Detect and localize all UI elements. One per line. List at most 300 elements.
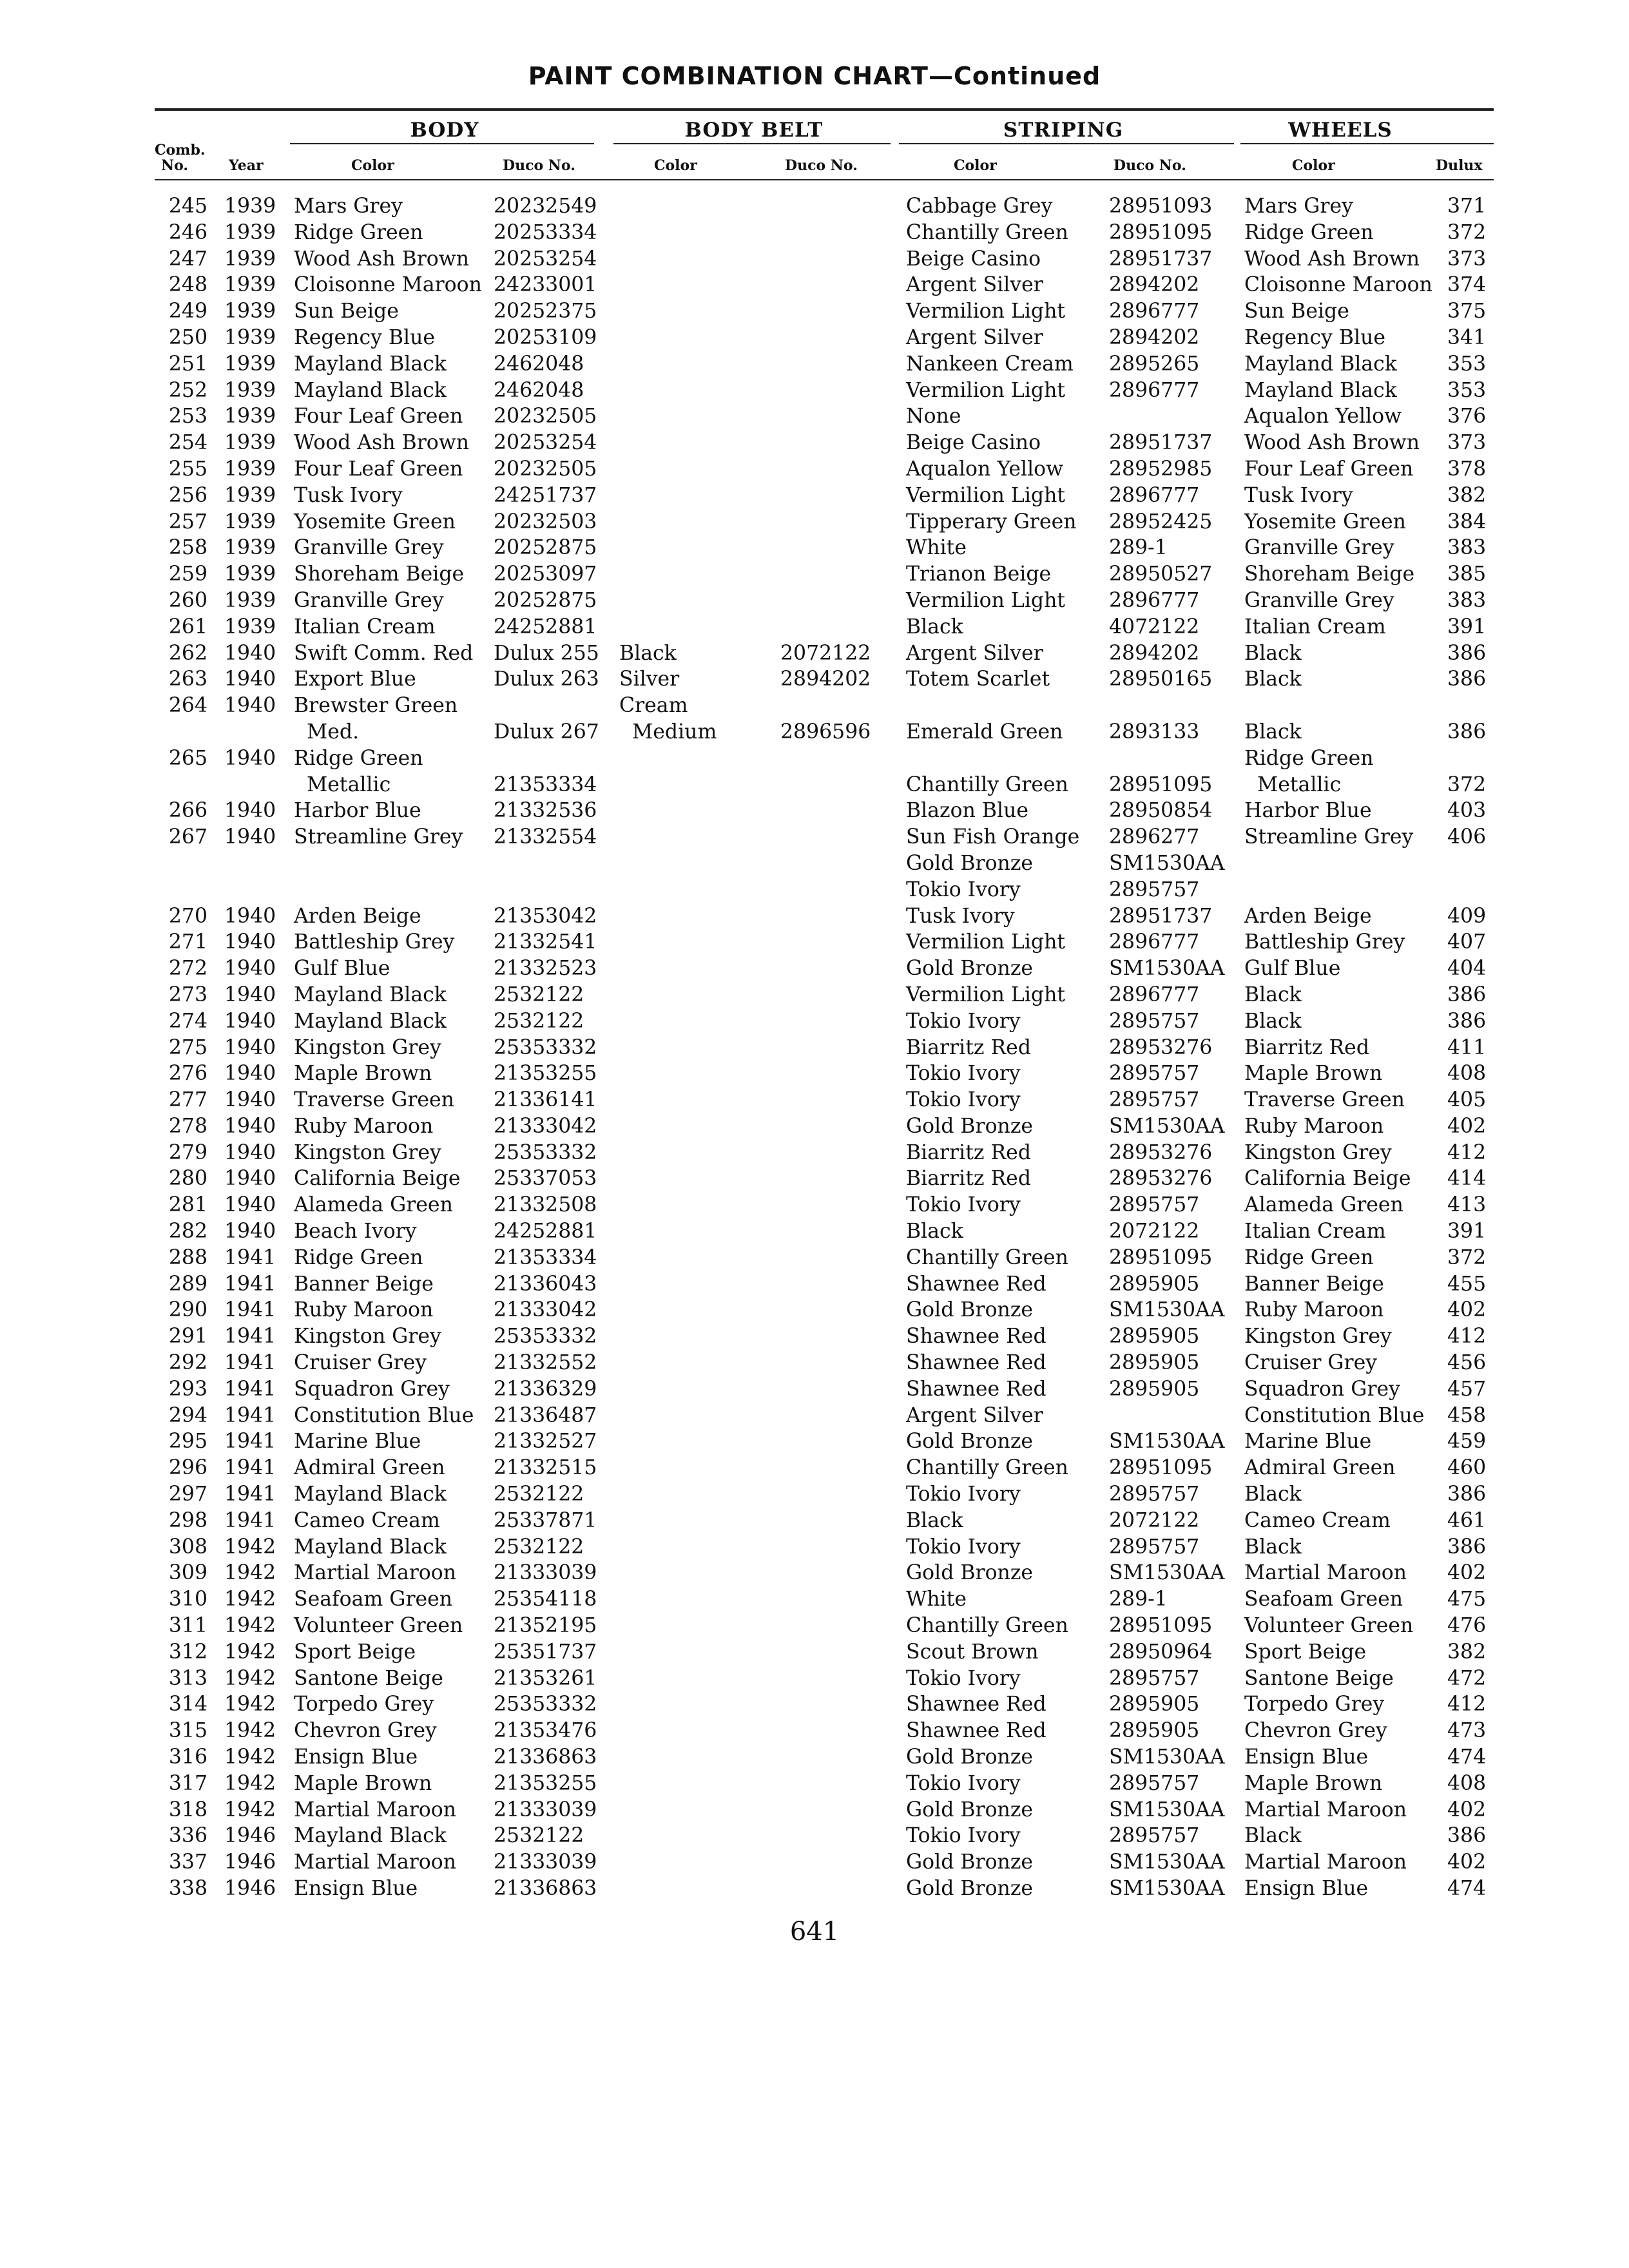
cell-year: 1939	[224, 352, 276, 376]
cell-body-color: Wood Ash Brown	[294, 247, 469, 271]
cell-wheel-dulux-no: 412	[1447, 1140, 1487, 1164]
cell-spacer	[289, 1271, 294, 1298]
cell-wheel-color: Italian Cream	[1244, 1220, 1386, 1244]
cell-wheel-dulux-no: 476	[1447, 1614, 1487, 1638]
cell-body-duco-no: 25337053	[494, 1167, 597, 1191]
cell-body-duco-no: 21332527	[494, 1430, 597, 1454]
cell-striping-color: Tokio Ivory	[906, 1193, 1021, 1217]
cell-belt-duco-no	[780, 1218, 906, 1245]
cell-body-duco-no: 21353255	[494, 1062, 597, 1086]
cell-body-duco-no: 2462048	[494, 352, 584, 376]
cell-belt-duco-no	[780, 1245, 906, 1271]
cell-comb-no: 263	[168, 668, 207, 691]
cell-spacer	[207, 1639, 224, 1666]
cell-year: 1940	[224, 1035, 276, 1059]
cell-striping-color: Gold Bronze	[906, 1850, 1034, 1874]
table-row	[0, 1192, 1512, 1218]
cell-body-duco-no: 21353255	[494, 1771, 597, 1795]
cell-body-color: Metallic	[294, 773, 391, 796]
cell-striping-duco-no: 28951095	[1109, 1614, 1213, 1638]
cell-spacer	[207, 1455, 224, 1481]
cell-comb-no: 318	[168, 1798, 207, 1821]
cell-body-duco-no: 21336863	[494, 1877, 597, 1900]
table-row	[0, 1823, 1512, 1849]
table-row	[0, 1560, 1512, 1586]
cell-belt-duco-no	[780, 1586, 906, 1613]
cell-wheel-dulux-no: 386	[1447, 1535, 1487, 1559]
cell-wheel-color: Torpedo Grey	[1244, 1693, 1385, 1716]
cell-wheel-color: Granville Grey	[1244, 588, 1394, 612]
cell-body-duco-no: 21332536	[494, 799, 597, 823]
cell-body-color: Granville Grey	[294, 536, 444, 560]
cell-belt-duco-no	[780, 929, 906, 956]
cell-body-duco-no: 20253254	[494, 247, 597, 271]
cell-year: 1939	[224, 510, 276, 533]
cell-year: 1939	[224, 588, 276, 612]
cell-body-duco-no: 21353476	[494, 1719, 597, 1743]
cell-striping-duco-no: 2895905	[1109, 1719, 1200, 1743]
cell-spacer	[289, 1481, 294, 1508]
table-row	[0, 798, 1512, 824]
cell-body-color	[294, 877, 494, 903]
cell-wheel-color: Martial Maroon	[1244, 1561, 1407, 1585]
cell-spacer	[289, 1586, 294, 1613]
cell-year: 1946	[224, 1850, 276, 1874]
cell-striping-duco-no: 2895757	[1109, 1824, 1200, 1848]
cell-striping-color: Scout Brown	[906, 1640, 1039, 1664]
cell-spacer	[289, 772, 294, 798]
cell-belt-duco-no	[780, 1455, 906, 1481]
cell-body-color: Ruby Maroon	[294, 1298, 434, 1322]
cell-wheel-dulux-no: 402	[1447, 1298, 1487, 1322]
cell-spacer	[289, 982, 294, 1008]
cell-belt-duco-no	[780, 378, 906, 404]
cell-body-color: Volunteer Green	[294, 1614, 463, 1638]
cell-comb-no: 315	[168, 1719, 207, 1743]
cell-spacer	[289, 798, 294, 824]
cell-comb-no: 272	[168, 957, 207, 981]
cell-spacer	[289, 1192, 294, 1218]
cell-belt-duco-no	[780, 1481, 906, 1508]
cell-wheel-dulux-no: 472	[1447, 1666, 1487, 1690]
cell-wheel-dulux-no: 402	[1447, 1850, 1487, 1874]
cell-belt-color	[619, 483, 780, 509]
cell-comb-no: 252	[168, 378, 207, 402]
cell-belt-duco-no	[780, 272, 906, 298]
cell-wheel-dulux-no: 473	[1447, 1719, 1487, 1743]
cell-body-color: Marine Blue	[294, 1430, 421, 1454]
cell-belt-color: Silver	[619, 668, 680, 691]
cell-belt-duco-no	[780, 1771, 906, 1797]
cell-body-color: Sport Beige	[294, 1640, 416, 1664]
cell-spacer	[289, 1403, 294, 1429]
cell-spacer	[207, 1192, 224, 1218]
cell-year: 1941	[224, 1456, 276, 1480]
cell-striping-color: Gold Bronze	[906, 1430, 1034, 1454]
cell-belt-duco-no	[780, 1323, 906, 1350]
cell-belt-color	[619, 1797, 780, 1823]
cell-striping-duco-no: SM1530AA	[1109, 1561, 1225, 1585]
cell-belt-duco-no	[780, 982, 906, 1008]
cell-comb-no: 291	[168, 1325, 207, 1349]
cell-wheel-color: Wood Ash Brown	[1244, 247, 1420, 271]
cell-belt-duco-no	[780, 588, 906, 614]
cell-striping-color	[906, 745, 1109, 772]
cell-spacer	[207, 1718, 224, 1744]
cell-belt-color	[619, 929, 780, 956]
cell-wheel-color: Maple Brown	[1244, 1062, 1383, 1086]
cell-belt-color: Medium	[619, 720, 717, 744]
cell-body-color: Maple Brown	[294, 1062, 432, 1086]
cell-belt-color	[619, 614, 780, 640]
cell-belt-color	[619, 1849, 780, 1876]
cell-wheel-dulux-no: 374	[1447, 273, 1487, 297]
cell-spacer	[207, 1245, 224, 1271]
cell-striping-color: Tokio Ivory	[906, 1009, 1021, 1033]
cell-body-color: Gulf Blue	[294, 957, 390, 981]
cell-comb-no: 336	[168, 1824, 207, 1848]
cell-comb-no: 314	[168, 1693, 207, 1716]
cell-striping-color: Vermilion Light	[906, 983, 1066, 1006]
cell-body-duco-no: 2532122	[494, 1824, 584, 1848]
cell-striping-color: Gold Bronze	[906, 1877, 1034, 1900]
table-row	[0, 1008, 1512, 1035]
cell-comb-no: 312	[168, 1640, 207, 1664]
cell-belt-color	[619, 1113, 780, 1140]
cell-striping-duco-no: 28950527	[1109, 562, 1213, 586]
cell-spacer	[207, 1797, 224, 1823]
cell-body-color: Granville Grey	[294, 588, 444, 612]
cell-body-color: Beach Ivory	[294, 1220, 417, 1244]
cell-body-color: Alameda Green	[294, 1193, 453, 1217]
table-row	[0, 982, 1512, 1008]
cell-body-color: Cloisonne Maroon	[294, 273, 482, 297]
cell-spacer	[289, 614, 294, 640]
table-row	[0, 1087, 1512, 1113]
cell-belt-color	[619, 1823, 780, 1849]
cell-belt-duco-no	[780, 403, 906, 430]
cell-comb-no: 289	[168, 1272, 207, 1296]
cell-wheel-dulux-no: 406	[1447, 825, 1487, 849]
cell-striping-color: Vermilion Light	[906, 930, 1066, 954]
cell-belt-color	[619, 1008, 780, 1035]
table-row	[0, 772, 1512, 798]
cell-belt-color	[619, 1586, 780, 1613]
cell-wheel-color: Black	[1244, 1483, 1302, 1506]
cell-wheel-dulux-no: 386	[1447, 641, 1487, 665]
cell-wheel-color: Black	[1244, 983, 1302, 1006]
cell-year: 1939	[224, 220, 276, 244]
cell-comb-no: 260	[168, 588, 207, 612]
cell-belt-duco-no	[780, 1666, 906, 1692]
cell-comb-no: 258	[168, 536, 207, 560]
cell-striping-duco-no: 28951737	[1109, 431, 1213, 455]
cell-year: 1940	[224, 668, 276, 691]
cell-body-duco-no: 21336487	[494, 1403, 597, 1427]
cell-wheel-color	[1244, 877, 1447, 903]
group-rule-striping	[899, 143, 1234, 144]
cell-spacer	[289, 903, 294, 930]
cell-wheel-dulux-no: 408	[1447, 1062, 1487, 1086]
cell-year: 1939	[224, 483, 276, 507]
table-row	[0, 1613, 1512, 1639]
cell-comb-no	[0, 772, 207, 798]
table-row	[0, 1849, 1512, 1876]
cell-year: 1946	[224, 1824, 276, 1848]
cell-comb-no: 277	[168, 1088, 207, 1112]
cell-striping-color: Emerald Green	[906, 720, 1063, 744]
group-header-body: BODY	[410, 119, 479, 142]
group-header-wheels: WHEELS	[1288, 119, 1393, 142]
cell-striping-duco-no: 28951095	[1109, 1245, 1213, 1269]
cell-comb-no: 262	[168, 641, 207, 665]
cell-belt-duco-no	[780, 298, 906, 325]
cell-body-color: Ruby Maroon	[294, 1114, 434, 1138]
cell-spacer	[207, 903, 224, 930]
cell-comb-no: 247	[168, 247, 207, 271]
cell-wheel-color: Cloisonne Maroon	[1244, 273, 1432, 297]
cell-wheel-dulux-no: 386	[1447, 720, 1487, 744]
cell-comb-no: 265	[168, 746, 207, 770]
cell-wheel-dulux-no: 386	[1447, 983, 1487, 1006]
cell-belt-duco-no	[780, 1140, 906, 1166]
cell-belt-duco-no	[780, 877, 906, 903]
cell-comb-no: 254	[168, 431, 207, 455]
cell-belt-color	[619, 535, 780, 561]
cell-belt-duco-no	[780, 1823, 906, 1849]
cell-belt-duco-no	[780, 903, 906, 930]
cell-wheel-color: Ensign Blue	[1244, 1877, 1369, 1900]
header-year: Year	[229, 157, 264, 174]
cell-year: 1940	[224, 1140, 276, 1164]
cell-striping-color: None	[906, 405, 961, 428]
cell-comb-no: 264	[168, 694, 207, 718]
cell-striping-duco-no: 2895905	[1109, 1377, 1200, 1401]
cell-comb-no: 251	[168, 352, 207, 376]
cell-body-color: Ensign Blue	[294, 1745, 418, 1769]
cell-belt-duco-no	[780, 1639, 906, 1666]
cell-striping-color: White	[906, 1588, 967, 1611]
cell-body-color: Mayland Black	[294, 1535, 447, 1559]
cell-wheel-color: Volunteer Green	[1244, 1614, 1414, 1638]
cell-year: 1941	[224, 1483, 276, 1506]
cell-striping-duco-no: 2895265	[1109, 352, 1200, 376]
cell-year: 1942	[224, 1535, 276, 1559]
cell-belt-color	[619, 1691, 780, 1718]
group-header-striping: STRIPING	[1003, 119, 1124, 142]
cell-body-duco-no: 20232505	[494, 405, 597, 428]
cell-striping-duco-no: 2895757	[1109, 1088, 1200, 1112]
cell-belt-color	[619, 1666, 780, 1692]
cell-belt-duco-no	[780, 1403, 906, 1429]
cell-belt-color	[619, 982, 780, 1008]
cell-wheel-dulux-no: 411	[1447, 1035, 1487, 1059]
header-body-color: Color	[351, 157, 394, 174]
cell-year: 1941	[224, 1351, 276, 1375]
cell-wheel-dulux-no: 373	[1447, 431, 1487, 455]
cell-spacer	[289, 1691, 294, 1718]
cell-comb-no	[0, 877, 207, 903]
cell-spacer	[289, 1639, 294, 1666]
cell-wheel-color: Shoreham Beige	[1244, 562, 1415, 586]
cell-year: 1940	[224, 746, 276, 770]
cell-spacer	[207, 535, 224, 561]
cell-wheel-dulux-no: 391	[1447, 1220, 1487, 1244]
cell-belt-duco-no	[780, 1876, 906, 1902]
table-row	[0, 956, 1512, 982]
cell-wheel-color: Tusk Ivory	[1244, 483, 1353, 507]
cell-spacer	[207, 456, 224, 483]
table-row	[0, 1455, 1512, 1481]
cell-body-color: Torpedo Grey	[294, 1693, 434, 1716]
cell-spacer	[207, 1481, 224, 1508]
cell-comb-no: 294	[168, 1403, 207, 1427]
cell-wheel-dulux-no: 371	[1447, 195, 1487, 218]
cell-belt-color	[619, 509, 780, 535]
cell-striping-duco-no: SM1530AA	[1109, 1877, 1225, 1900]
cell-body-duco-no: 25353332	[494, 1140, 597, 1164]
cell-year	[224, 850, 289, 877]
cell-striping-duco-no: 28951095	[1109, 1456, 1213, 1480]
cell-body-duco-no: 21353042	[494, 904, 597, 928]
cell-belt-duco-no	[780, 483, 906, 509]
cell-wheel-color: Black	[1244, 1535, 1302, 1559]
cell-striping-color: White	[906, 536, 967, 560]
cell-spacer	[207, 298, 224, 325]
cell-body-color: Martial Maroon	[294, 1561, 456, 1585]
cell-belt-color	[619, 1192, 780, 1218]
cell-body-color: Mayland Black	[294, 1483, 447, 1506]
cell-year	[224, 719, 289, 745]
header-belt-color: Color	[654, 157, 697, 174]
cell-body-color: Battleship Grey	[294, 930, 455, 954]
cell-striping-color: Tokio Ivory	[906, 1483, 1021, 1506]
cell-belt-duco-no	[780, 1087, 906, 1113]
table-row	[0, 1744, 1512, 1771]
table-row	[0, 535, 1512, 561]
table-row	[0, 509, 1512, 535]
cell-comb-no: 245	[168, 195, 207, 218]
cell-comb-no: 316	[168, 1745, 207, 1769]
cell-striping-duco-no: 2895757	[1109, 1666, 1200, 1690]
cell-belt-color	[619, 1428, 780, 1455]
table-row	[0, 666, 1512, 693]
cell-belt-color	[619, 1271, 780, 1298]
cell-wheel-color: Black	[1244, 1824, 1302, 1848]
cell-comb-no: 270	[168, 904, 207, 928]
cell-wheel-dulux-no: 457	[1447, 1377, 1487, 1401]
cell-wheel-color: Martial Maroon	[1244, 1850, 1407, 1874]
cell-striping-color: Gold Bronze	[906, 1745, 1034, 1769]
cell-comb-no: 292	[168, 1351, 207, 1375]
cell-comb-no: 295	[168, 1430, 207, 1454]
cell-year: 1940	[224, 1088, 276, 1112]
table-row	[0, 351, 1512, 378]
cell-wheel-dulux-no: 386	[1447, 1824, 1487, 1848]
table-row	[0, 1113, 1512, 1140]
header-stripe-duco: Duco No.	[1113, 157, 1186, 174]
cell-wheel-dulux-no: 403	[1447, 799, 1487, 823]
cell-wheel-dulux-no: 372	[1447, 1245, 1487, 1269]
cell-year: 1942	[224, 1588, 276, 1611]
cell-wheel-dulux-no: 461	[1447, 1508, 1487, 1532]
cell-comb-no: 338	[168, 1877, 207, 1900]
cell-wheel-color: Traverse Green	[1244, 1088, 1405, 1112]
table-row	[0, 1771, 1512, 1797]
cell-spacer	[289, 1797, 294, 1823]
cell-wheel-dulux-no: 376	[1447, 405, 1487, 428]
cell-belt-color	[619, 403, 780, 430]
cell-wheel-color: Mayland Black	[1244, 378, 1397, 402]
cell-wheel-color: Battleship Grey	[1244, 930, 1405, 954]
cell-striping-duco-no: SM1530AA	[1109, 851, 1225, 875]
page-title: PAINT COMBINATION CHART—Continued	[528, 62, 1101, 90]
cell-spacer	[289, 561, 294, 588]
cell-comb-no: 281	[168, 1193, 207, 1217]
cell-belt-duco-no: 2072122	[780, 641, 871, 665]
cell-belt-color	[619, 1508, 780, 1534]
cell-spacer	[289, 1350, 294, 1376]
cell-striping-duco-no: 2896277	[1109, 825, 1200, 849]
cell-spacer	[207, 982, 224, 1008]
cell-wheel-dulux-no: 402	[1447, 1798, 1487, 1821]
cell-striping-color: Shawnee Red	[906, 1272, 1046, 1296]
cell-wheel-dulux-no: 456	[1447, 1351, 1487, 1375]
cell-body-duco-no: 21332515	[494, 1456, 597, 1480]
cell-spacer	[207, 483, 224, 509]
cell-belt-color	[619, 1035, 780, 1061]
cell-belt-duco-no	[780, 745, 906, 772]
cell-spacer	[207, 850, 224, 877]
cell-wheel-dulux-no: 386	[1447, 1009, 1487, 1033]
cell-spacer	[289, 1428, 294, 1455]
cell-spacer	[207, 1113, 224, 1140]
cell-striping-color: Tokio Ivory	[906, 1666, 1021, 1690]
cell-striping-duco-no: 2894202	[1109, 325, 1200, 349]
cell-body-duco-no	[494, 745, 619, 772]
cell-year: 1940	[224, 694, 276, 718]
cell-comb-no: 337	[168, 1850, 207, 1874]
cell-wheel-dulux-no	[1447, 745, 1512, 772]
cell-body-duco-no	[494, 693, 619, 719]
cell-year: 1939	[224, 615, 276, 639]
cell-body-duco-no: 20232505	[494, 457, 597, 481]
cell-striping-color: Argent Silver	[906, 1403, 1043, 1427]
cell-belt-color	[619, 220, 780, 246]
cell-striping-color	[906, 693, 1109, 719]
cell-belt-duco-no	[780, 956, 906, 982]
cell-year: 1946	[224, 1877, 276, 1900]
cell-striping-color: Chantilly Green	[906, 773, 1068, 796]
cell-body-color: Wood Ash Brown	[294, 431, 469, 455]
cell-belt-duco-no	[780, 824, 906, 850]
cell-spacer	[289, 1140, 294, 1166]
cell-striping-duco-no: SM1530AA	[1109, 1298, 1225, 1322]
cell-year: 1940	[224, 1220, 276, 1244]
cell-comb-no: 253	[168, 405, 207, 428]
cell-year: 1940	[224, 1009, 276, 1033]
table-row	[0, 903, 1512, 930]
cell-belt-color	[619, 772, 780, 798]
paint-combination-table	[0, 193, 1512, 1902]
cell-year	[224, 877, 289, 903]
cell-belt-duco-no	[780, 614, 906, 640]
cell-body-color: Italian Cream	[294, 615, 436, 639]
cell-body-color: Chevron Grey	[294, 1719, 437, 1743]
cell-spacer	[207, 693, 224, 719]
cell-wheel-color: Ridge Green	[1244, 746, 1374, 770]
cell-wheel-color: Maple Brown	[1244, 1771, 1383, 1795]
